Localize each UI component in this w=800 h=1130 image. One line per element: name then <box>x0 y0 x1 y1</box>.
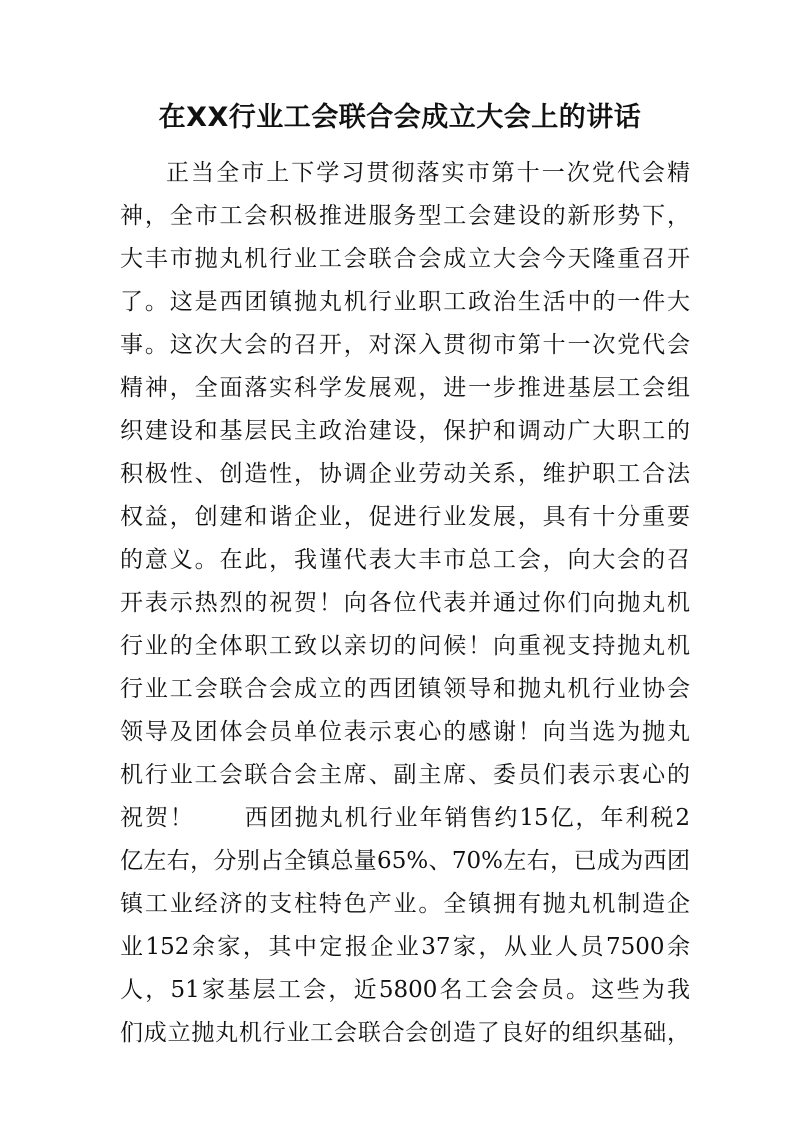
body-line: 人，51家基层工会，近5800名工会会员。这些为我 <box>120 977 690 1003</box>
body-line: 行业工会联合会成立的西团镇领导和抛丸机行业协会 <box>120 676 690 702</box>
body-line: 了。这是西团镇抛丸机行业职工政治生活中的一件大 <box>120 289 690 315</box>
document-body <box>120 152 690 1055</box>
document-title: 在XX行业工会联合会成立大会上的讲话 <box>158 102 642 133</box>
body-line: 权益，创建和谐企业，促进行业发展，具有十分重要 <box>120 504 690 530</box>
body-line: 开表示热烈的祝贺！向各位代表并通过你们向抛丸机 <box>120 590 690 616</box>
body-line: 的意义。在此，我谨代表大丰市总工会，向大会的召 <box>120 547 690 573</box>
body-line: 大丰市抛丸机行业工会联合会成立大会今天隆重召开 <box>120 246 690 272</box>
body-line: 神，全市工会积极推进服务型工会建设的新形势下， <box>120 203 690 229</box>
body-line: 镇工业经济的支柱特色产业。全镇拥有抛丸机制造企 <box>120 891 690 917</box>
body-line: 机行业工会联合会主席、副主席、委员们表示衷心的 <box>120 762 690 788</box>
body-line: 亿左右，分别占全镇总量65%、70%左右，已成为西团 <box>120 848 690 874</box>
body-line: 祝贺！ 西团抛丸机行业年销售约15亿，年利税2 <box>120 805 690 831</box>
body-line: 积极性、创造性，协调企业劳动关系，维护职工合法 <box>120 461 690 487</box>
body-line: 事。这次大会的召开，对深入贯彻市第十一次党代会 <box>120 332 690 358</box>
body-line: 正当全市上下学习贯彻落实市第十一次党代会精 <box>166 160 690 186</box>
body-line: 精神，全面落实科学发展观，进一步推进基层工会组 <box>120 375 690 401</box>
body-line: 业152余家，其中定报企业37家，从业人员7500余 <box>120 934 690 960</box>
body-line: 行业的全体职工致以亲切的问候！向重视支持抛丸机 <box>120 633 690 659</box>
body-line: 们成立抛丸机行业工会联合会创造了良好的组织基础， <box>120 1020 690 1046</box>
body-line: 领导及团体会员单位表示衷心的感谢！向当选为抛丸 <box>120 719 690 745</box>
body-line: 织建设和基层民主政治建设，保护和调动广大职工的 <box>120 418 690 444</box>
